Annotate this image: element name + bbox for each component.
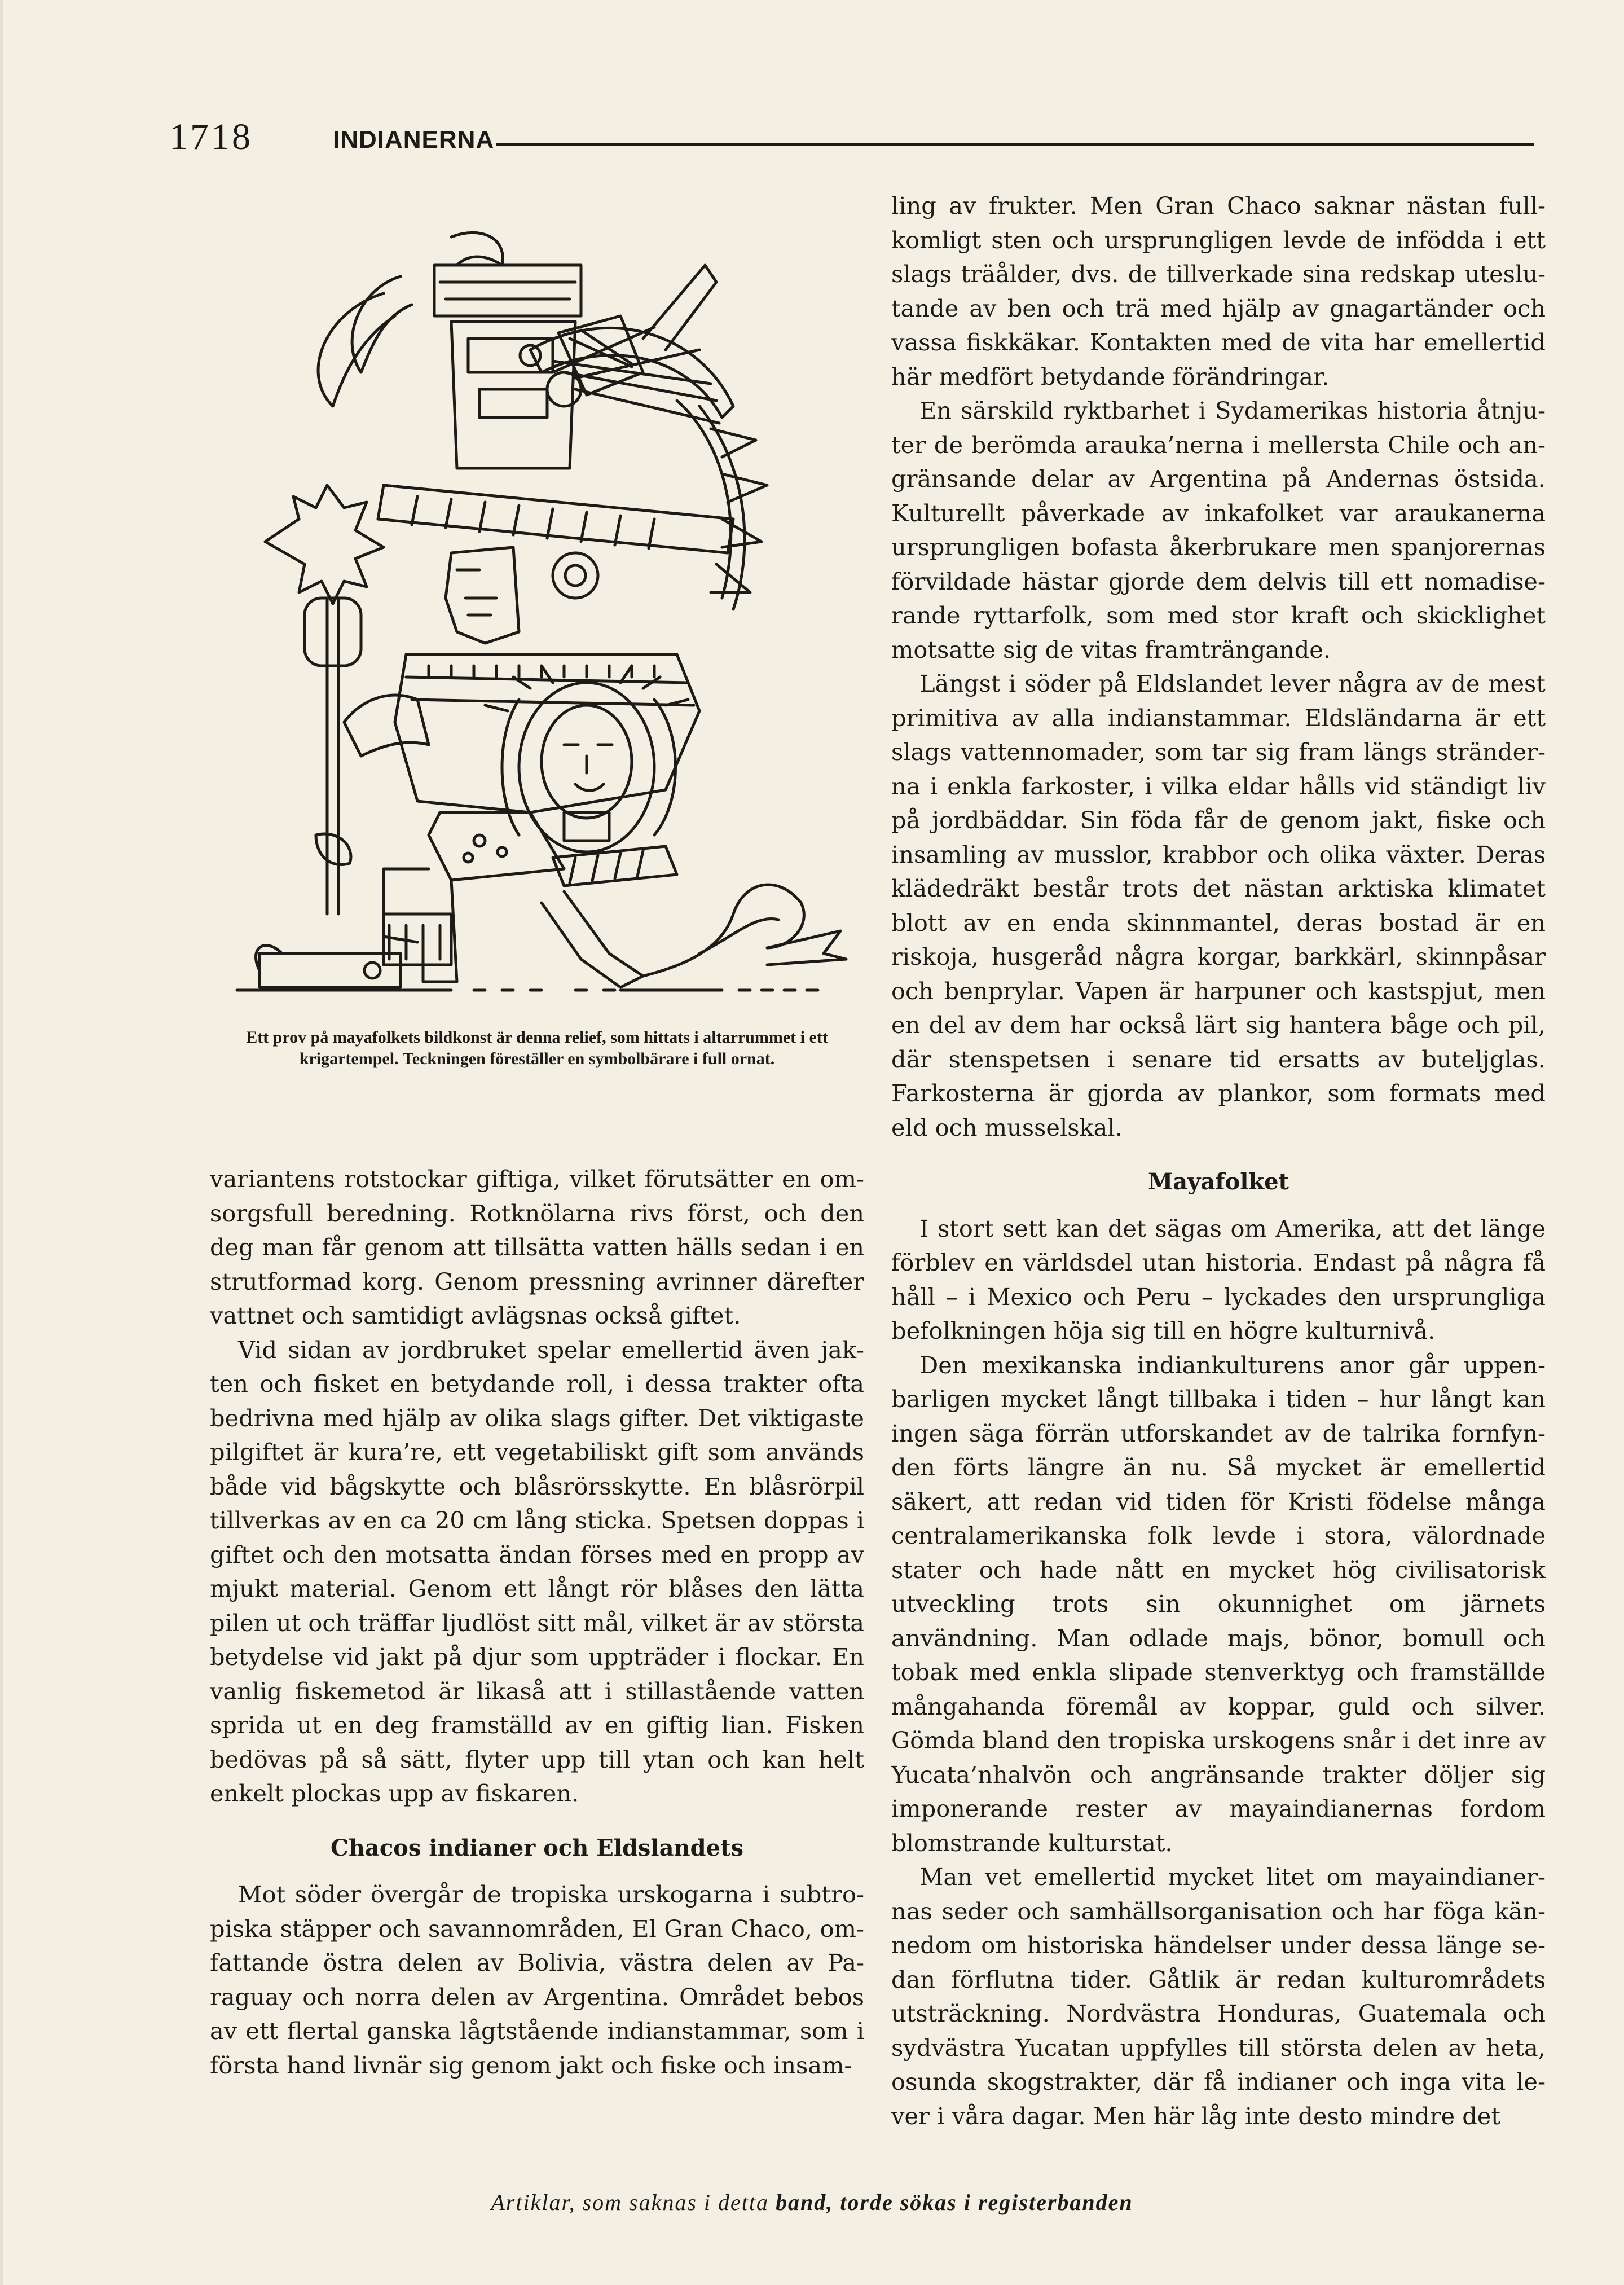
- right-paragraph-4: I stort sett kan det sägas om Amerika, att det länge förblev en världsdel utan historia. Endast på några få håll – i Mexico och Peru – lyckades den ursprungliga befolkningen höja sig till en högre kulturnivå.: [891, 1214, 1546, 1344]
- running-title: INDIANERNA: [333, 126, 495, 153]
- right-paragraph-2: En särskild ryktbarhet i Sydamerikas historia åtnjuter de berömda arauka’nerna i mellersta Chile och angränsande delar av Argentina på Andernas östsida. Kulturellt påverkade av inkafolket var araukanerna ursprungligen bofasta åkerbrukare men spanjorernas förvildade hästar gjorde dem delvis till ett nomadiserande ryttarfolk, som med stor kraft och skicklighet motsatte sig de vitas framträngande.: [891, 397, 1546, 663]
- footer-note-part1: Artiklar, som saknas i detta: [491, 2190, 776, 2215]
- left-paragraph-3: Mot söder övergår de tropiska urskogarna i subtropiska stäpper och savannområden, El Gran Chaco, omfattande östra delen av Bolivia, västra delen av Paraguay och norra delen av Argentina. Området bebos av ett flertal ganska lågtstående indianstammar, som i första hand livnär sig genom jakt och fiske och insam-: [210, 1880, 864, 2079]
- footer-note: [0, 2189, 1624, 2216]
- right-paragraph-3: Längst i söder på Eldslandet lever några av de mest primitiva av alla indianstammar. Eldsländarna är ett slags vattennomader, som tar sig fram längs stränderna i enkla farkoster, i vilka eldar hålls vid ständigt liv på jordbäddar. Sin föda får de genom jakt, fiske och insamling av musslor, krabbor och olika växter. Deras klädedräkt består trots det nästan arktiska klimatet blott av en enda skinnmantel, deras bostad är en riskoja, husgeråd några korgar, barkkärl, skinnpåsar och benprylar. Vapen är harpuner och kastspjut, men en del av dem har också lärt sig hantera båge och pil, där stenspetsen i senare tid ersatts av buteljglas. Farkosterna är gjorda av plankor, som formats med eld och musselskal.: [891, 670, 1546, 1141]
- page-number: 1718: [169, 116, 253, 157]
- left-paragraph-2: Vid sidan av jordbruket spelar emellertid även jakten och fisket en betydande roll, i dessa trakter ofta bedrivna med hjälp av olika slags gifter. Det viktigaste pilgiftet är kura’re, ett vegetabiliskt gift som används både vid bågskytte och blåsrörsskytte. En blåsrörpil tillverkas av en ca 20 cm lång sticka. Spetsen doppas i giftet och den motsatta ändan förses med en propp av mjukt material. Genom ett långt rör blåses den lätta pilen ut och träffar ljudlöst sitt mål, vilket är av största betydelse vid jakt på djur som uppträder i flockar. En vanlig fiskemetod är likaså att i stillastående vatten sprida ut en deg framställd av en giftig lian. Fisken bedövas på så sätt, flyter upp till ytan och kan helt enkelt plockas upp av fiskaren.: [210, 1335, 864, 1807]
- right-column: [891, 189, 1546, 2133]
- left-column: [210, 1162, 864, 2082]
- right-paragraph-1: ling av frukter. Men Gran Chaco saknar nästan fullkomligt sten och ursprungligen levde de infödda i ett slags träålder, dvs. de tillverkade sina redskap uteslutande av ben och trä med hjälp av gnagartänder och vassa fiskkäkar. Kontakten med de vita har emellertid här medfört betydande förändringar.: [891, 192, 1546, 390]
- section-heading-chaco: Chacos indianer och Eldslandets: [330, 1834, 744, 1861]
- running-header: [169, 116, 1546, 161]
- right-paragraph-5: Den mexikanska indiankulturens anor går uppenbarligen mycket långt tillbaka i tiden – hur långt kan ingen säga förrän utforskandet av de talrika fornfynden förts längre än nu. Så mycket är emellertid säkert, att redan vid tiden för Kristi födelse många centralamerikanska folk levde i stora, välordnade stater och hade nått en mycket hög civilisatorisk utveckling trots sin okunnighet om järnets användning. Man odlade majs, bönor, bomull och tobak med enkla slipade stenverktyg och framställde mångahanda föremål av koppar, guld och silver. Gömda bland den tropiska urskogens snår i det inre av Yucata’nhalvön och angränsande trakter döljer sig imponerande rester av mayaindianernas fordom blomstrande kulturstat.: [891, 1351, 1546, 1857]
- maya-relief-drawing: [214, 203, 863, 1016]
- footer-note-part2: band, torde sökas i registerbanden: [776, 2190, 1133, 2215]
- right-paragraph-6: Man vet emellertid mycket litet om mayaindianernas seder och samhällsorganisation och har föga kännedom om historiska händelser under dessa länge sedan förflutna tider. Gåtlik är redan kulturområdets utsträckning. Nordvästra Honduras, Guatemala och sydvästra Yucatan uppfylles till största delen av heta, osunda skogstrakter, där få indianer och inga vita lever i våra dagar. Men här låg inte desto mindre det: [891, 1863, 1546, 2130]
- figure-caption: Ett prov på mayafolkets bildkonst är denna relief, som hittats i altarrummet i ett krigartempel. Teckningen föreställer en symbolbärare i full ornat.: [246, 1028, 828, 1068]
- left-paragraph-1: variantens rotstockar giftiga, vilket förutsätter en omsorgsfull beredning. Rotknölarna rivs först, och den deg man får genom att tillsätta vatten hälls sedan i en strutformad korg. Genom pressning avrinner därefter vattnet och samtidigt avlägsnas också giftet.: [210, 1165, 864, 1329]
- section-heading-mayafolket: Mayafolket: [1147, 1168, 1289, 1195]
- maya-warrior-relief-illustration: [214, 203, 863, 1016]
- header-rule: [496, 143, 1534, 146]
